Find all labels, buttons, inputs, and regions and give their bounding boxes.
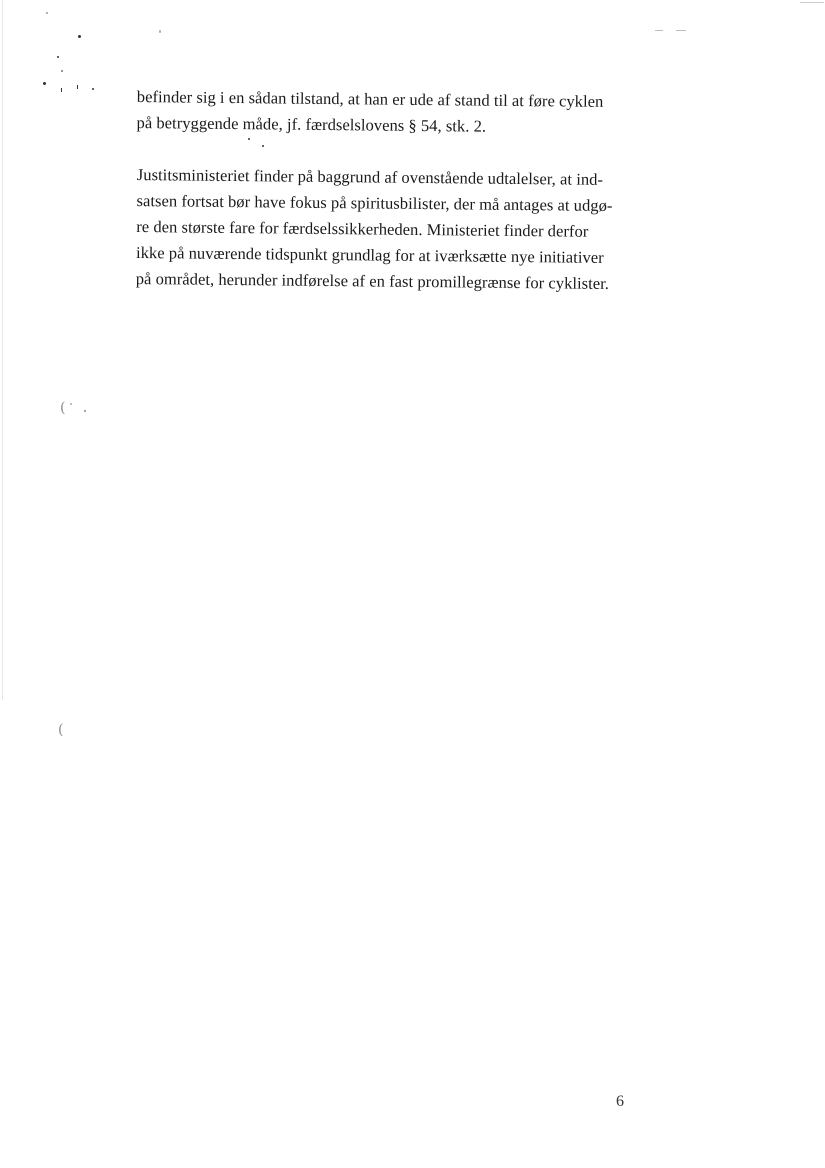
page-number: 6 <box>616 1093 624 1110</box>
scan-hole-mark: ( <box>60 400 66 416</box>
scan-speck <box>84 410 86 412</box>
scan-speck <box>77 85 78 89</box>
paragraph-1 <box>136 84 627 141</box>
paragraph-2 <box>136 162 627 297</box>
scan-speck <box>46 12 48 14</box>
text-line: ikke på nuværende tidspunkt grundlag for at iværksætte nye initiativer <box>135 242 604 267</box>
scan-speck <box>43 82 46 85</box>
scan-speck <box>61 70 63 72</box>
scan-speck <box>70 403 72 405</box>
text-line: på betryggende måde, jf. færdselslovens § 54, stk. 2. <box>136 112 487 136</box>
scan-speck <box>61 88 62 92</box>
scan-edge-line <box>2 0 3 700</box>
text-line: på området, herunder indførelse af en fast promillegrænse for cyklister. <box>135 268 610 293</box>
text-line: satsen fortsat bør have fokus på spiritusbilister, der må antages at udgø- <box>136 190 613 215</box>
text-line: re den største fare for færdselssikkerheden. Ministeriet finder derfor <box>136 216 589 241</box>
scan-speck <box>92 88 94 90</box>
scan-speck <box>159 30 161 33</box>
scan-speck <box>248 138 250 140</box>
scan-hole-mark: ( <box>58 722 64 738</box>
text-line: Justitsministeriet finder på baggrund af ovenstående udtalelser, at ind- <box>136 164 604 189</box>
scan-speck <box>78 35 81 38</box>
text-line: befinder sig i en sådan tilstand, at han er ude af stand til at føre cyklen <box>136 86 604 111</box>
scan-dash <box>800 2 824 3</box>
scan-speck <box>57 56 59 58</box>
scan-speck <box>262 145 264 147</box>
scan-dash <box>655 30 663 31</box>
scan-dash <box>676 30 686 31</box>
